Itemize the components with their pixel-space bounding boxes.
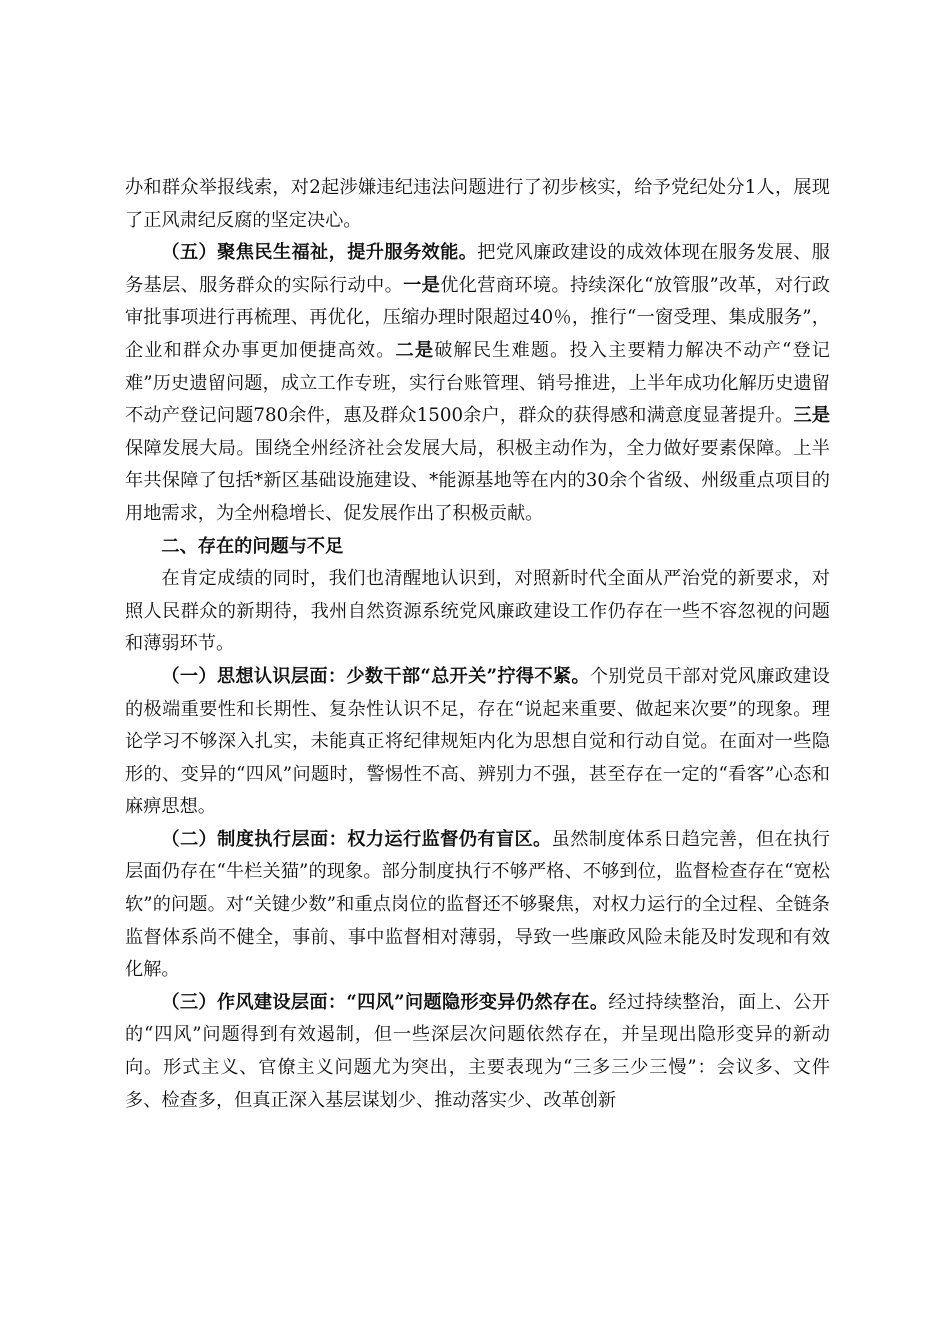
section-heading-inline: （五）聚焦民生福祉，提升服务效能。 (161, 242, 478, 264)
paragraph-work-style (125, 987, 830, 1117)
section-heading-inline: （三）作风建设层面：“四风”问题隐形变异仍然存在。 (161, 991, 609, 1013)
paragraph-system-execution (125, 824, 830, 987)
paragraph-text: 保障发展大局。围绕全州经济社会发展大局，积极主动作为，全力做好要素保障。上半年共保障了包括*新区基础设施建设、*能源基地等在内的30余个省级、州级重点项目的用地需求，为全州稳增长、促发展作出了积极贡献。 (125, 437, 830, 524)
bold-marker: 一是 (403, 274, 441, 296)
paragraph-text: 破解民生难题。投入主要精力解决不动产“登记难”历史遗留问题，成立工作专班，实行台账管理、销号推进，上半年成功化解历史遗留不动产登记问题780余件，惠及群众1500余户，群众的获得感和满意度显著提升。 (125, 339, 830, 427)
section-heading-inline: （二）制度执行层面：权力运行监督仍有盲区。 (161, 828, 552, 850)
paragraph-intro-problems (125, 563, 830, 661)
section-heading-inline: （一）思想认识层面：少数干部“总开关”拧得不紧。 (161, 665, 590, 687)
bold-marker: 二是 (395, 339, 435, 361)
paragraph-text: 经过持续整治，面上、公开的“四风”问题得到有效遏制，但一些深层次问题依然存在，并呈现出隐形变异的新动向。形式主义、官僚主义问题尤为突出，主要表现为“三多三少三慢”：会议多、文件多、检查多，但真正深入基层谋划少、推动落实少、改革创新 (125, 991, 830, 1111)
paragraph-text: 虽然制度体系日趋完善，但在执行层面仍存在“牛栏关猫”的现象。部分制度执行不够严格、不够到位，监督检查存在“宽松软”的问题。对“关键少数”和重点岗位的监督还不够聚焦，对权力运行的全过程、全链条监督体系尚不健全，事前、事中监督相对薄弱，导致一些廉政风险未能及时发现和有效化解。 (125, 828, 830, 981)
section-heading (125, 531, 830, 564)
paragraph-text: 优化营商环境。持续深化“放管服”改革，对行政审批事项进行再梳理、再优化，压缩办理时限超过40％，推行“一窗受理、集成服务”，企业和群众办事更加便捷高效。 (125, 274, 830, 361)
paragraph-ideology (125, 661, 830, 824)
paragraph-continuation (125, 172, 830, 237)
section-heading-text: 二、存在的问题与不足 (161, 535, 344, 557)
paragraph-text: 办和群众举报线索，对2起涉嫌违纪违法问题进行了初步核实，给予党纪处分1人，展现了正风肃纪反腐的坚定决心。 (125, 177, 830, 231)
paragraph-text: 在肯定成绩的同时，我们也清醒地认识到，对照新时代全面从严治党的新要求，对照人民群众的新期待，我州自然资源系统党风廉政建设工作仍存在一些不容忽视的问题和薄弱环节。 (125, 568, 830, 655)
paragraph-text: 把党风廉政建设的成效体现在服务发展、服务基层、服务群众的实际行动中。 (125, 242, 830, 296)
paragraph-service-efficiency (125, 237, 830, 530)
paragraph-text: 个别党员干部对党风廉政建设的极端重要性和长期性、复杂性认识不足，存在“说起来重要、做起来次要”的现象。理论学习不够深入扎实，未能真正将纪律规矩内化为思想自觉和行动自觉。在面对一些隐形的、变异的“四风”问题时，警惕性不高、辨别力不强，甚至存在一定的“看客”心态和麻痹思想。 (125, 665, 830, 818)
bold-marker: 三是 (793, 405, 830, 427)
